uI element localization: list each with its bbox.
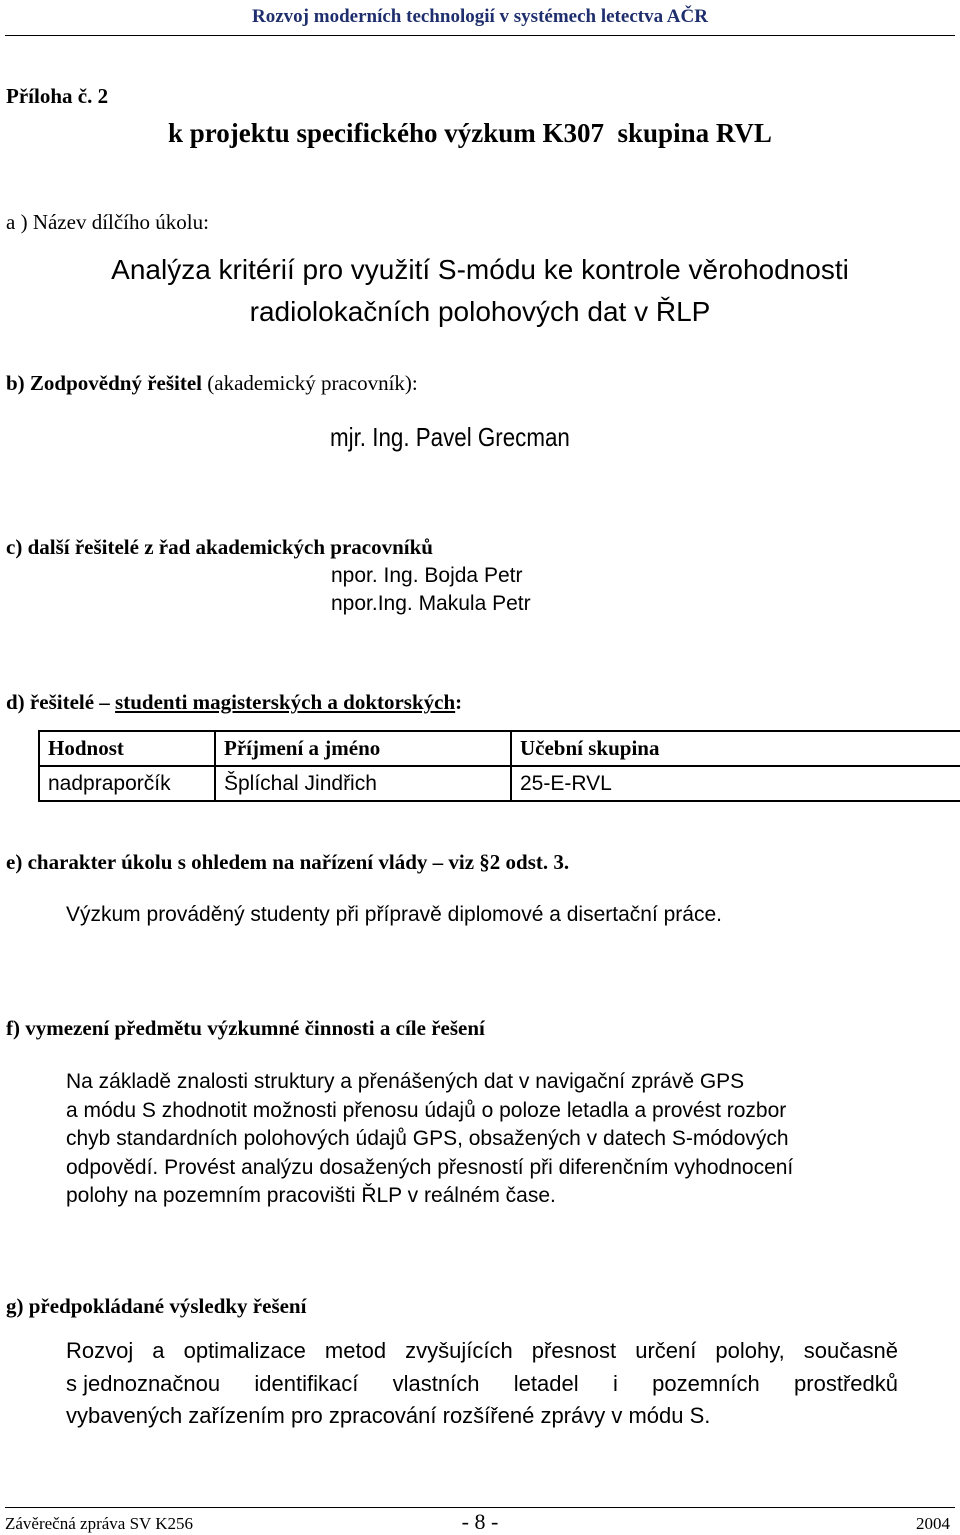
paragraph-line: odpovědí. Provést analýzu dosažených přesností při diferenčním vyhodnocení [66, 1155, 794, 1179]
table-cell: nadpraporčík [39, 766, 215, 801]
project-heading: k projektu specifického výzkum K307 skupina RVL [168, 118, 772, 148]
section-b-label [6, 371, 418, 396]
co-researcher: npor.Ing. Makula Petr [331, 592, 531, 615]
table-row [39, 766, 960, 801]
word: s jednoznačnou [66, 1370, 221, 1396]
paragraph-line: a módu S zhodnotit možnosti přenosu údajů o poloze letadla a provést rozbor [66, 1098, 787, 1122]
section-e-label: e) charakter úkolu s ohledem na nařízení vlády – viz §2 odst. 3. [6, 850, 570, 874]
section-e-text: Výzkum prováděný studenty při přípravě diplomové a disertační práce. [66, 903, 722, 926]
word: vlastních [392, 1370, 480, 1396]
footer-report-name: Závěrečná zpráva SV K256 [5, 1514, 194, 1533]
word: Rozvoj [66, 1338, 134, 1363]
word: určení [635, 1338, 697, 1363]
section-d-label-suffix: : [455, 690, 463, 714]
word: optimalizace [183, 1338, 306, 1363]
paragraph-line: vybavených zařízením pro zpracování rozšířené zprávy v módu S. [66, 1403, 711, 1428]
word: přesnost [531, 1338, 617, 1363]
word: identifikací [254, 1370, 359, 1396]
section-d-label [6, 690, 462, 715]
table-header-cell: Příjmení a jméno [215, 731, 511, 766]
table-cell: 25-E-RVL [511, 766, 960, 801]
section-b-label-bold: b) Zodpovědný řešitel [6, 371, 203, 395]
section-f-label: f) vymezení předmětu výzkumné činnosti a cíle řešení [6, 1016, 485, 1040]
paragraph-line: chyb standardních polohových údajů GPS, obsažených v datech S-módových [66, 1127, 789, 1150]
paragraph-line: polohy na pozemním pracovišti ŘLP v reálném čase. [66, 1184, 556, 1207]
students-table [38, 730, 960, 802]
section-d-label-prefix: d) řešitelé – [6, 690, 116, 714]
footer-year: 2004 [916, 1514, 950, 1533]
word: metod [324, 1338, 387, 1363]
table-header-cell: Hodnost [39, 731, 215, 766]
word: polohy, [715, 1338, 785, 1363]
section-d-label-underlined: studenti magisterských a doktorských [115, 690, 456, 714]
paragraph-line: Na základě znalosti struktury a přenášených dat v navigační zprávě GPS [66, 1070, 745, 1093]
header-rule [5, 35, 955, 36]
section-g-label: g) předpokládané výsledky řešení [6, 1294, 307, 1318]
word: současně [803, 1338, 898, 1363]
table-header-row [39, 731, 960, 766]
annex-label: Příloha č. 2 [6, 84, 109, 108]
section-b-label-rest: (akademický pracovník): [202, 371, 418, 395]
table-header-cell: Učební skupina [511, 731, 960, 766]
responsible-researcher: mjr. Ing. Pavel Grecman [330, 422, 570, 452]
task-title-line-2: radiolokačních polohových dat v ŘLP [249, 296, 711, 327]
task-title-line-1: Analýza kritérií pro využití S-módu ke kontrole věrohodnosti [111, 254, 849, 285]
page-number: - 8 - [461, 1509, 499, 1534]
word: prostředků [794, 1370, 898, 1396]
running-header: Rozvoj moderních technologií v systémech letectva AČR [252, 6, 708, 27]
section-c-label: c) další řešitelé z řad akademických pracovníků [6, 535, 433, 559]
section-g-paragraph [66, 1335, 898, 1433]
word: pozemních [652, 1370, 760, 1396]
section-f-paragraph [66, 1068, 886, 1211]
table-cell: Šplíchal Jindřich [215, 766, 511, 801]
paragraph-line [66, 1368, 898, 1401]
paragraph-line [66, 1335, 898, 1368]
word: a [152, 1338, 165, 1363]
word: letadel [513, 1370, 579, 1396]
word: zvyšujících [405, 1338, 513, 1363]
section-a-label: a ) Název dílčího úkolu: [6, 210, 209, 234]
footer-rule [5, 1507, 955, 1508]
word: i [612, 1370, 618, 1396]
co-researcher: npor. Ing. Bojda Petr [331, 564, 523, 587]
